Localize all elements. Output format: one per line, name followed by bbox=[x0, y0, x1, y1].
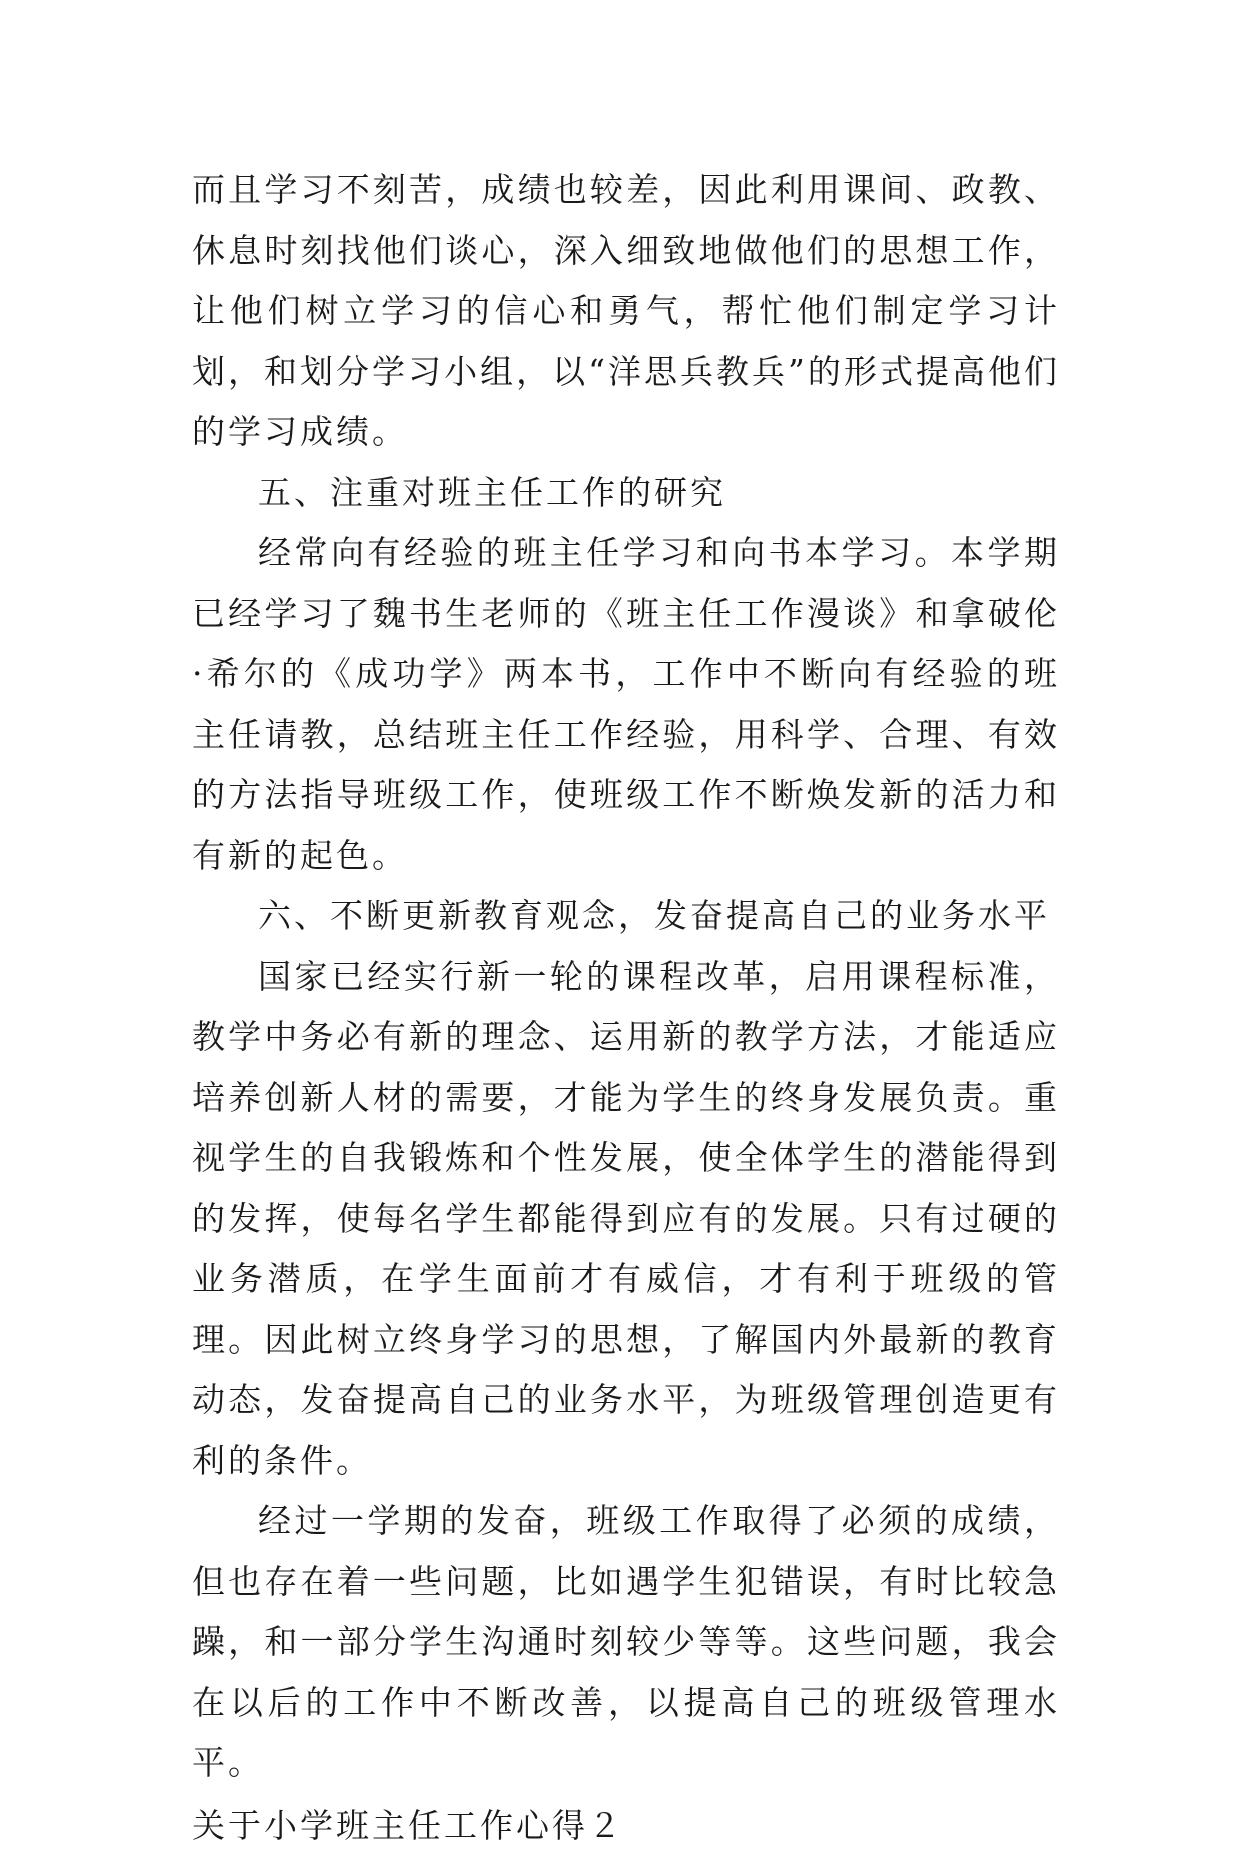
paragraph-summary: 经过一学期的发奋，班级工作取得了必须的成绩，但也存在着一些问题，比如遇学生犯错误，有时比较急躁，和一部分学生沟通时刻较少等等。这些问题，我会在以后的工作中不断改善，以提高自己的班级管理水平。 bbox=[192, 1491, 1060, 1794]
document-body bbox=[192, 160, 1060, 1856]
section-heading-six: 六、不断更新教育观念，发奋提高自己的业务水平 bbox=[192, 886, 1060, 947]
section-heading-five: 五、注重对班主任工作的研究 bbox=[192, 463, 1060, 524]
paragraph-research: 经常向有经验的班主任学习和向书本学习。本学期已经学习了魏书生老师的《班主任工作漫谈》和拿破伦·希尔的《成功学》两本书，工作中不断向有经验的班主任请教，总结班主任工作经验，用科学、合理、有效的方法指导班级工作，使班级工作不断焕发新的活力和有新的起色。 bbox=[192, 523, 1060, 886]
paragraph-education-ideas: 国家已经实行新一轮的课程改革，启用课程标准，教学中务必有新的理念、运用新的教学方法，才能适应培养创新人材的需要，才能为学生的终身发展负责。重视学生的自我锻炼和个性发展，使全体学生的潜能得到的发挥，使每名学生都能得到应有的发展。只有过硬的业务潜质，在学生面前才有威信，才有利于班级的管理。因此树立终身学习的思想，了解国内外最新的教育动态，发奋提高自己的业务水平，为班级管理创造更有利的条件。 bbox=[192, 947, 1060, 1492]
next-document-title: 关于小学班主任工作心得２ bbox=[192, 1796, 1060, 1856]
paragraph-continuation: 而且学习不刻苦，成绩也较差，因此利用课间、政教、休息时刻找他们谈心，深入细致地做他们的思想工作，让他们树立学习的信心和勇气，帮忙他们制定学习计划，和划分学习小组，以“洋思兵教兵”的形式提高他们的学习成绩。 bbox=[192, 160, 1060, 463]
